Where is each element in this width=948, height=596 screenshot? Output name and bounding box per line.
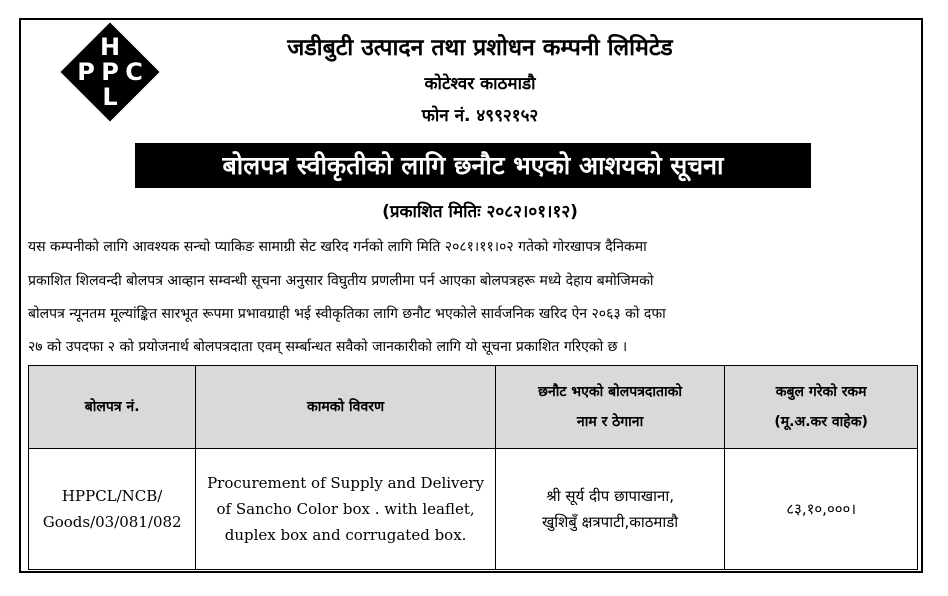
cell-bidder: श्री सूर्य दीप छापाखाना, खुशिबुँ क्षत्रपाटी,काठमाडौ xyxy=(495,449,724,570)
cell-amount: ८३,१०,०००। xyxy=(725,449,918,570)
company-location: कोटेश्वर काठमाडौ xyxy=(424,74,536,94)
logo-letter-p-center: P xyxy=(101,58,119,86)
notice-body-line: २७ को उपदफा २ को प्रयोजनार्थ बोलपत्रदाता एवम् सर्म्बान्धत सवैको जानकारीको लागि यो सूचना प्रकाशित गरिएको छ । xyxy=(28,339,628,355)
header-work-description: कामको विवरण xyxy=(196,366,496,449)
company-phone: फोन नं. ४९९२१५२ xyxy=(421,106,539,126)
logo-letter-c: C xyxy=(125,58,143,86)
company-name: जडीबुटी उत्पादन तथा प्रशोधन कम्पनी लिमिटेड xyxy=(287,35,673,61)
logo-letter-h: H xyxy=(100,33,121,61)
notice-title-banner: बोलपत्र स्वीकृतीको लागि छनौट भएको आशयको सूचना xyxy=(135,143,811,188)
header-bid-number: बोलपत्र नं. xyxy=(29,366,196,449)
hppcl-logo xyxy=(60,22,160,122)
award-table xyxy=(28,365,918,570)
published-date: (प्रकाशित मितिः २०८२।०१।१२) xyxy=(382,202,578,222)
cell-bid-number: HPPCL/NCB/ Goods/03/081/082 xyxy=(29,449,196,570)
header-amount: कबुल गरेको रकम (मू.अ.कर वाहेक) xyxy=(725,366,918,449)
table-header-row xyxy=(29,366,918,449)
notice-body-line: यस कम्पनीको लागि आवश्यक सन्चो प्याकिङ सामाग्री सेट खरिद गर्नको लागि मिति २०८१।११।०२ गतेको गोरखापत्र दैनिकमा xyxy=(28,239,647,255)
cell-work-description: Procurement of Supply and Delivery of Sancho Color box . with leaflet, duplex box and corrugated box. xyxy=(196,449,496,570)
notice-body-line: प्रकाशित शिलवन्दी बोलपत्र आव्हान सम्वन्धी सूचना अनुसार विघुतीय प्रणलीमा पर्न आएका बोलपत्रहरू मध्ये देहाय बमोजिमको xyxy=(28,273,654,289)
notice-body-line: बोलपत्र न्यूनतम मूल्यांङ्कित सारभूत रूपमा प्रभावग्राही भई स्वीकृतिका लागि छनौट भएकोले सार्वजनिक खरिद ऐन २०६३ को दफा xyxy=(28,306,666,322)
header-bidder: छनौट भएको बोलपत्रदाताको नाम र ठेगाना xyxy=(495,366,724,449)
table-row xyxy=(29,449,918,570)
logo-letter-l: L xyxy=(102,83,118,111)
logo-letter-p-left: P xyxy=(77,58,95,86)
